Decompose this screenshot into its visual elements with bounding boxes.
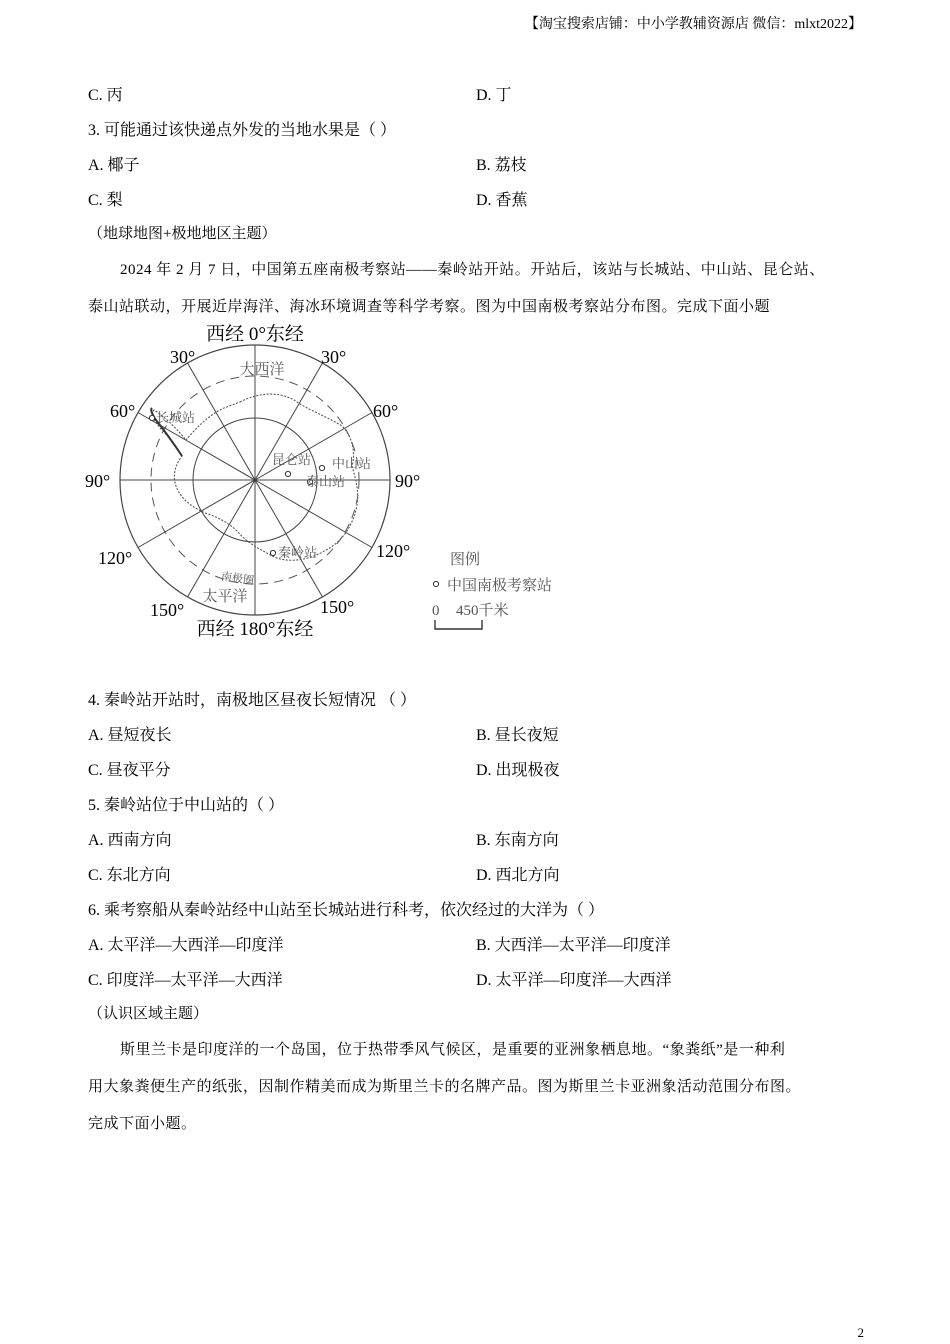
q3-stem: 3. 可能通过该快递点外发的当地水果是（ ）	[88, 122, 397, 139]
q6-option-a: A. 太平洋—大西洋—印度洋	[88, 937, 284, 954]
section1-topic: （地球地图+极地地区主题）	[88, 226, 277, 242]
q3-option-b: B. 荔枝	[476, 157, 527, 174]
q4-option-b: B. 昼长夜短	[476, 727, 559, 744]
q3-option-c: C. 梨	[88, 192, 123, 209]
lon-60-left: 60°	[110, 401, 136, 421]
section1-intro-line1: 2024 年 2 月 7 日，中国第五座南极考察站——秦岭站开站。开站后，该站与长城站、中山站、昆仑站、	[120, 262, 825, 278]
lon-30-right: 30°	[321, 347, 347, 367]
ocean-atlantic: 大西洋	[239, 362, 285, 378]
station-zhongshan-marker	[319, 465, 324, 470]
q3-option-d: D. 香蕉	[476, 192, 528, 209]
ocean-pacific: 太平洋	[202, 589, 248, 605]
station-taishan-label: 泰山站	[306, 474, 346, 489]
q6-stem: 6. 乘考察船从秦岭站经中山站至长城站进行科考，依次经过的大洋为（ ）	[88, 902, 605, 919]
map-bottom-label: 西经 180°东经	[196, 619, 314, 640]
q6-option-b: B. 大西洋—太平洋—印度洋	[476, 937, 671, 954]
lon-60-right: 60°	[373, 401, 399, 421]
page-number: 2	[857, 1325, 864, 1340]
station-zhongshan-label: 中山站	[332, 456, 372, 471]
q5-option-d: D. 西北方向	[476, 867, 560, 884]
q5-option-b: B. 东南方向	[476, 832, 559, 849]
legend-station-marker	[433, 581, 438, 586]
section2-intro-line2: 用大象粪便生产的纸张，因制作精美而成为斯里兰卡的名牌产品。图为斯里兰卡亚洲象活动范围分布图。	[88, 1079, 802, 1095]
station-qinling-marker	[270, 550, 275, 555]
station-kunlun-label: 昆仑站	[272, 452, 312, 467]
q2-option-d: D. 丁	[476, 87, 512, 104]
antarctic-circle-label: 南极圈	[220, 570, 255, 588]
station-kunlun-marker	[285, 471, 290, 476]
q5-option-c: C. 东北方向	[88, 867, 171, 884]
scale-zero: 0	[432, 603, 440, 619]
legend-title: 图例	[450, 552, 481, 568]
station-changcheng-label: 长城站	[156, 410, 196, 425]
q2-option-c: C. 丙	[88, 87, 123, 104]
q5-option-a: A. 西南方向	[88, 832, 172, 849]
section2-intro-line1: 斯里兰卡是印度洋的一个岛国，位于热带季风气候区，是重要的亚洲象栖息地。“象粪纸”是一种利	[120, 1042, 786, 1058]
q4-option-a: A. 昼短夜长	[88, 727, 172, 744]
lon-90-right: 90°	[395, 471, 421, 491]
page-header: 【淘宝搜索店铺：中小学教辅资源店 微信：mlxt2022】	[524, 17, 862, 32]
q3-option-a: A. 椰子	[88, 157, 140, 174]
map-top-label: 西经 0°东经	[206, 324, 304, 345]
lon-120-right: 120°	[376, 541, 411, 561]
q4-option-c: C. 昼夜平分	[88, 762, 171, 779]
q6-option-c: C. 印度洋—太平洋—大西洋	[88, 972, 283, 989]
q5-stem: 5. 秦岭站位于中山站的（ ）	[88, 797, 285, 814]
q4-stem: 4. 秦岭站开站时，南极地区昼夜长短情况 （ ）	[88, 692, 417, 709]
scale-value: 450千米	[456, 603, 509, 619]
lon-120-left: 120°	[98, 548, 133, 568]
station-qinling-label: 秦岭站	[278, 545, 318, 560]
section2-intro-line3: 完成下面小题。	[88, 1116, 197, 1132]
lon-30-left: 30°	[170, 347, 196, 367]
legend-station-label: 中国南极考察站	[447, 578, 553, 594]
antarctic-station-map	[80, 318, 580, 648]
lon-150-right: 150°	[320, 597, 355, 617]
lon-90-left: 90°	[85, 471, 111, 491]
section1-intro-line2: 泰山站联动，开展近岸海洋、海冰环境调查等科学考察。图为中国南极考察站分布图。完成下面小题	[88, 299, 771, 315]
lon-150-left: 150°	[150, 600, 185, 620]
station-changcheng-marker	[149, 415, 154, 420]
q4-option-d: D. 出现极夜	[476, 762, 560, 779]
section2-topic: （认识区域主题）	[88, 1006, 209, 1022]
scale-bar	[435, 620, 482, 629]
q6-option-d: D. 太平洋—印度洋—大西洋	[476, 972, 672, 989]
